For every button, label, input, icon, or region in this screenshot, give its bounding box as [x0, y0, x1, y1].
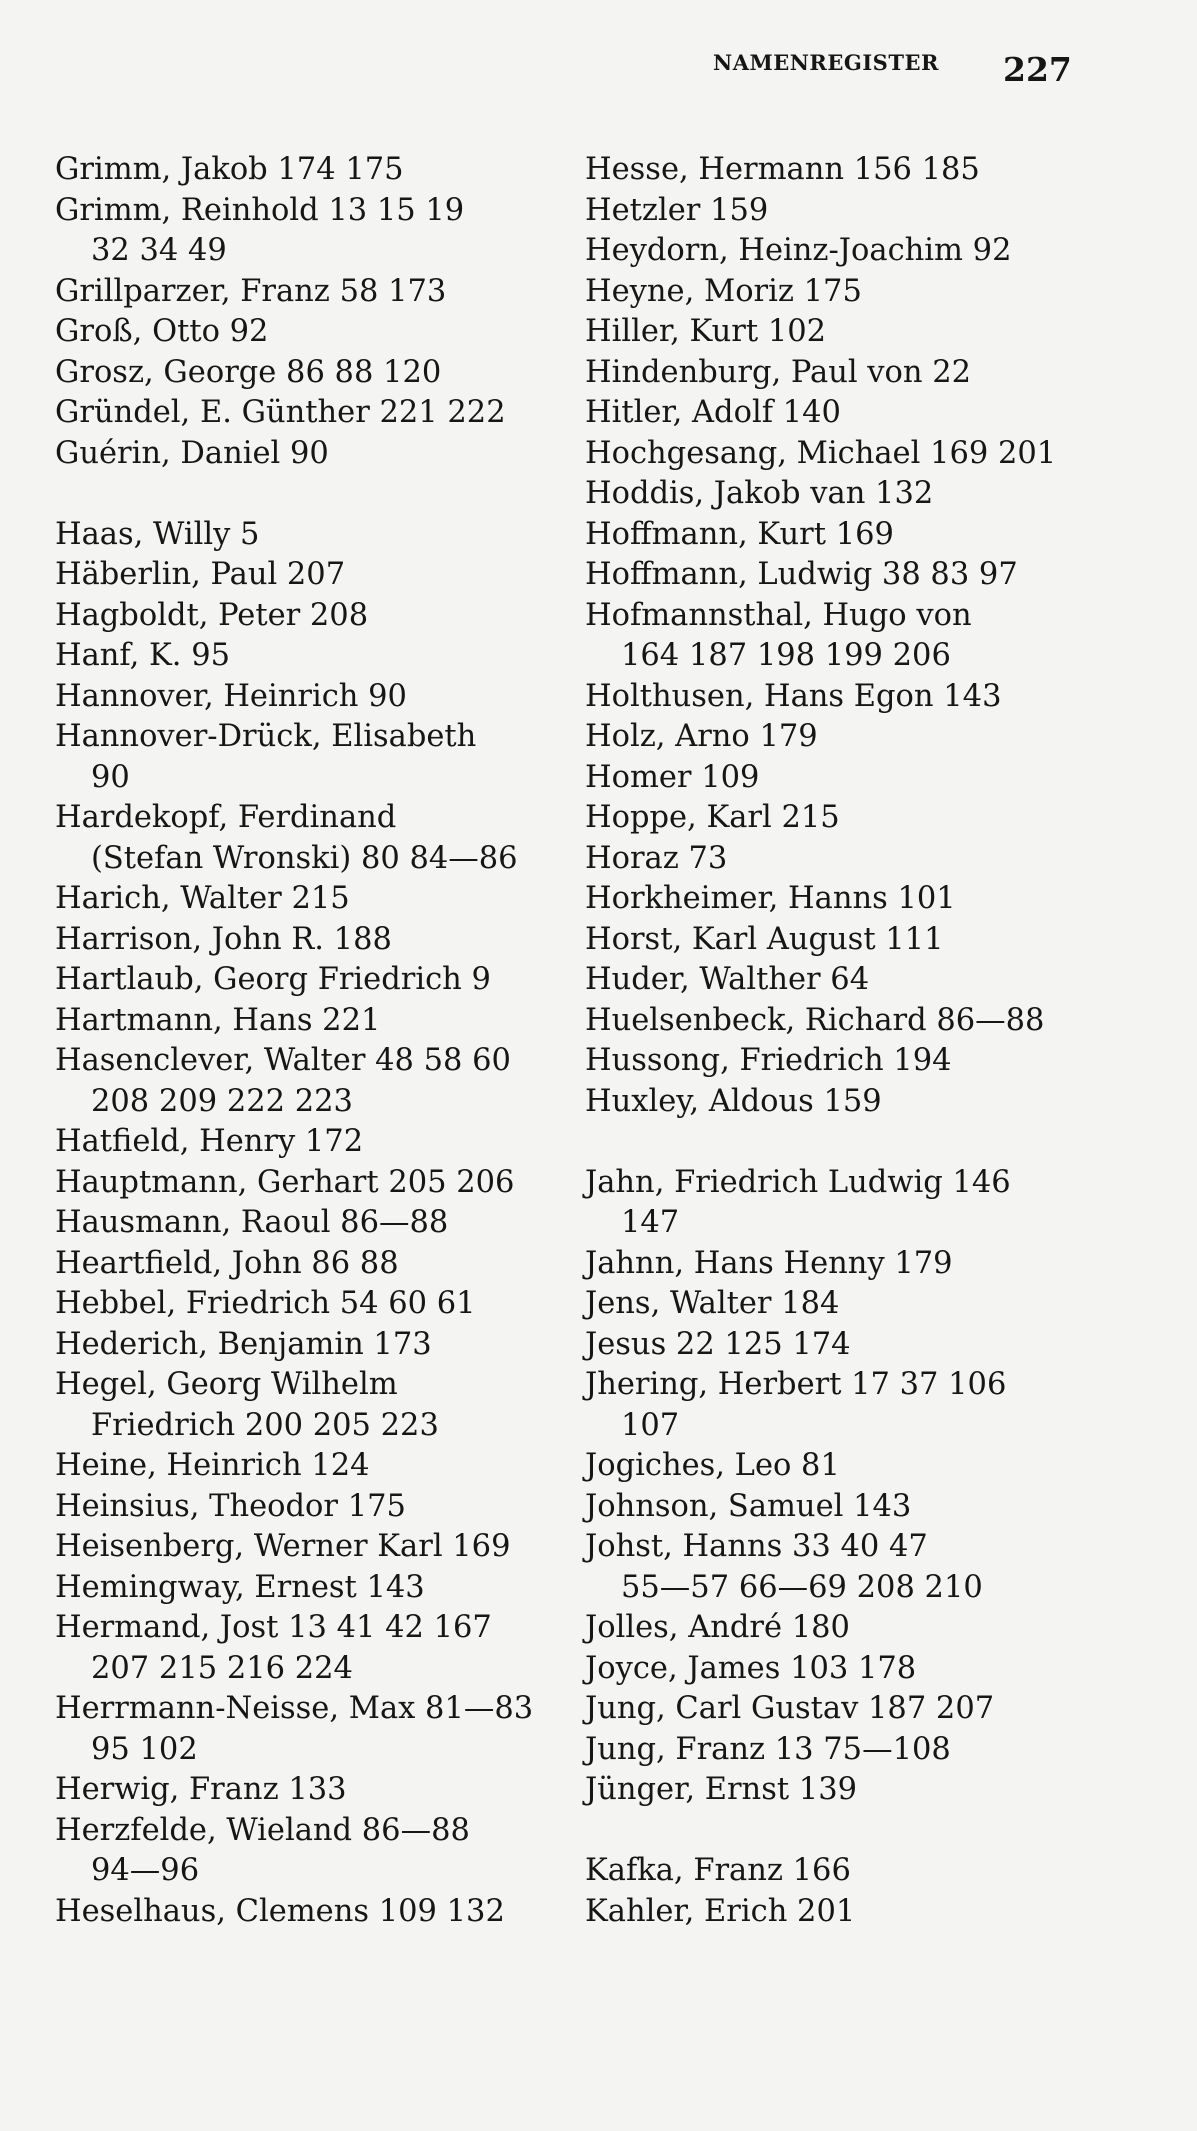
index-entry: [585, 798, 1095, 839]
index-entry: [585, 555, 1095, 596]
index-entry-line: Hardekopf, Ferdinand: [55, 800, 397, 835]
index-entry: [55, 555, 565, 596]
index-entry-line: Hochgesang, Michael 169 201: [585, 435, 1057, 471]
index-entry-line: Hesse, Hermann 156 185: [585, 152, 980, 187]
running-head: NAMENREGISTER: [713, 50, 939, 75]
index-entry: [55, 920, 565, 961]
index-entry-line: Heyne, Moriz 175: [585, 273, 862, 309]
index-entry: [585, 879, 1095, 920]
index-entry: [585, 434, 1095, 475]
index-entry: [585, 596, 1095, 677]
index-entry-line: Guérin, Daniel 90: [55, 435, 329, 471]
index-entry: [585, 1851, 1095, 1892]
index-entry: [55, 636, 565, 677]
index-entry: [55, 1244, 565, 1285]
index-entry-line: Hoffmann, Ludwig 38 83 97: [585, 557, 1018, 592]
index-entry: [55, 1689, 565, 1770]
index-entry: [585, 839, 1095, 880]
index-entry-line: Kafka, Franz 166: [585, 1853, 851, 1888]
index-entry-line: Heisenberg, Werner Karl 169: [55, 1529, 511, 1564]
index-entry: [585, 312, 1095, 353]
index-entry-line: Grimm, Jakob 174 175: [55, 152, 404, 187]
index-entry: [55, 1001, 565, 1042]
index-entry-line: Hartlaub, Georg Friedrich 9: [55, 962, 491, 997]
index-entry-line: Hagboldt, Peter 208: [55, 597, 369, 633]
index-entry-continuation: 90: [91, 759, 130, 795]
index-entry-line: Kahler, Erich 201: [585, 1893, 856, 1929]
index-entry-line: Hederich, Benjamin 173: [55, 1326, 432, 1362]
index-entry: [55, 1770, 565, 1811]
section-gap: [55, 474, 565, 515]
index-entry: [585, 393, 1095, 434]
index-entry: [585, 272, 1095, 313]
index-entry-line: Heine, Heinrich 124: [55, 1448, 370, 1483]
index-entry-line: Hasenclever, Walter 48 58 60: [55, 1043, 511, 1078]
index-entry: [55, 272, 565, 313]
index-entry: [55, 1041, 565, 1122]
index-entry-line: Huder, Walther 64: [585, 962, 870, 997]
index-entry: [585, 1082, 1095, 1123]
index-entry-line: Jens, Walter 184: [585, 1286, 840, 1321]
index-entry-line: Hanf, K. 95: [55, 638, 231, 673]
index-entry-continuation: 164 187 198 199 206: [621, 638, 951, 673]
index-entry: [55, 1527, 565, 1568]
index-entry-line: Jolles, André 180: [585, 1610, 850, 1645]
index-entry-line: Joyce, James 103 178: [585, 1650, 917, 1686]
index-entry-line: Holz, Arno 179: [585, 719, 818, 754]
index-entry: [55, 879, 565, 920]
index-entry: [55, 191, 565, 272]
index-entry: [585, 677, 1095, 718]
index-entry-continuation: 95 102: [91, 1731, 198, 1767]
index-entry: [55, 677, 565, 718]
index-entry-line: Hofmannsthal, Hugo von: [585, 597, 972, 633]
index-entry: [585, 474, 1095, 515]
index-entry: [55, 1892, 565, 1933]
index-entry-line: Hoffmann, Kurt 169: [585, 516, 894, 552]
index-entry: [585, 1527, 1095, 1608]
index-entry: [585, 1001, 1095, 1042]
index-entry-line: Haas, Willy 5: [55, 516, 260, 552]
index-entry-line: Jahnn, Hans Henny 179: [585, 1245, 953, 1281]
index-entry-line: Herzfelde, Wieland 86—88: [55, 1812, 470, 1848]
index-entry: [55, 798, 565, 879]
index-entry: [585, 920, 1095, 961]
index-entry: [55, 515, 565, 556]
index-entry-line: Hausmann, Raoul 86—88: [55, 1205, 449, 1240]
index-entry-line: Hitler, Adolf 140: [585, 395, 841, 430]
index-entry-line: Jung, Franz 13 75—108: [585, 1731, 951, 1767]
index-column-right: [585, 150, 1095, 1932]
page-number: 227: [1003, 50, 1072, 89]
index-entry: [585, 1446, 1095, 1487]
index-entry-line: Hindenburg, Paul von 22: [585, 354, 972, 390]
index-entry-line: Herrmann-Neisse, Max 81—83: [55, 1691, 534, 1726]
index-entry: [55, 1811, 565, 1892]
index-entry-line: Homer 109: [585, 759, 760, 795]
index-entry-line: Herwig, Franz 133: [55, 1772, 347, 1807]
index-entry-line: Gründel, E. Günther 221 222: [55, 395, 506, 430]
index-entry-continuation: 207 215 216 224: [91, 1650, 353, 1686]
index-entry-line: Jogiches, Leo 81: [585, 1448, 840, 1483]
index-entry: [585, 1365, 1095, 1446]
index-entry-line: Horaz 73: [585, 840, 728, 876]
index-entry: [55, 434, 565, 475]
index-entry-line: Jesus 22 125 174: [585, 1326, 851, 1362]
index-entry: [55, 393, 565, 434]
index-entry: [585, 1608, 1095, 1649]
index-entry: [585, 1649, 1095, 1690]
index-entry: [55, 1203, 565, 1244]
index-entry-continuation: Friedrich 200 205 223: [91, 1407, 439, 1443]
index-entry-line: Jung, Carl Gustav 187 207: [585, 1691, 995, 1726]
index-entry: [585, 717, 1095, 758]
index-entry-line: Hebbel, Friedrich 54 60 61: [55, 1286, 476, 1321]
index-entry-continuation: (Stefan Wronski) 80 84—86: [91, 840, 518, 876]
index-entry: [55, 1163, 565, 1204]
index-entry: [585, 353, 1095, 394]
index-entry: [55, 150, 565, 191]
index-entry-continuation: 107: [621, 1407, 680, 1443]
index-entry-continuation: 32 34 49: [91, 233, 227, 268]
index-entry-line: Hiller, Kurt 102: [585, 314, 827, 349]
index-entry-line: Hartmann, Hans 221: [55, 1002, 381, 1038]
index-entry: [585, 1892, 1095, 1933]
index-entry-line: Heartfield, John 86 88: [55, 1245, 399, 1281]
index-entry: [55, 1487, 565, 1528]
index-entry-line: Hannover-Drück, Elisabeth: [55, 719, 477, 754]
index-column-left: [55, 150, 565, 1932]
index-entry-line: Hauptmann, Gerhart 205 206: [55, 1164, 515, 1200]
index-entry: [55, 1608, 565, 1689]
index-entry: [55, 312, 565, 353]
index-entry-line: Grillparzer, Franz 58 173: [55, 273, 447, 309]
index-entry-line: Hussong, Friedrich 194: [585, 1043, 952, 1078]
index-entry: [55, 1568, 565, 1609]
index-entry-line: Heselhaus, Clemens 109 132: [55, 1893, 505, 1929]
index-entry: [585, 1689, 1095, 1730]
index-entry-line: Hatfield, Henry 172: [55, 1124, 364, 1159]
index-entry: [55, 1284, 565, 1325]
index-entry: [585, 231, 1095, 272]
index-entry: [585, 1770, 1095, 1811]
index-entry-line: Grosz, George 86 88 120: [55, 354, 442, 390]
index-entry-line: Horkheimer, Hanns 101: [585, 881, 956, 916]
index-entry: [585, 1244, 1095, 1285]
index-entry: [585, 515, 1095, 556]
index-entry: [585, 150, 1095, 191]
index-entry-line: Horst, Karl August 111: [585, 921, 944, 957]
index-entry-line: Hoddis, Jakob van 132: [585, 476, 934, 511]
index-entry-line: Hannover, Heinrich 90: [55, 678, 407, 714]
index-entry-continuation: 55—57 66—69 208 210: [621, 1569, 983, 1605]
index-entry: [55, 1446, 565, 1487]
index-entry-line: Hetzler 159: [585, 192, 769, 228]
index-entry: [585, 1325, 1095, 1366]
index-entry: [585, 1041, 1095, 1082]
index-entry: [585, 191, 1095, 232]
section-gap: [585, 1122, 1095, 1163]
index-entry-continuation: 208 209 222 223: [91, 1083, 353, 1119]
index-entry-line: Harich, Walter 215: [55, 881, 350, 916]
index-entry: [585, 1284, 1095, 1325]
index-entry-line: Hegel, Georg Wilhelm: [55, 1367, 398, 1402]
section-gap: [585, 1811, 1095, 1852]
index-entry: [55, 1325, 565, 1366]
index-entry-continuation: 147: [621, 1205, 680, 1240]
index-entry-line: Huelsenbeck, Richard 86—88: [585, 1002, 1045, 1038]
index-entry-line: Grimm, Reinhold 13 15 19: [55, 192, 465, 228]
index-entry-line: Huxley, Aldous 159: [585, 1083, 882, 1119]
index-entry-line: Heydorn, Heinz-Joachim 92: [585, 233, 1012, 268]
index-entry: [55, 1365, 565, 1446]
index-entry-line: Hoppe, Karl 215: [585, 800, 840, 835]
index-entry-line: Groß, Otto 92: [55, 314, 269, 349]
index-entry: [585, 1487, 1095, 1528]
index-entry-line: Johst, Hanns 33 40 47: [585, 1529, 928, 1564]
index-entry-line: Hermand, Jost 13 41 42 167: [55, 1610, 492, 1645]
index-entry-line: Holthusen, Hans Egon 143: [585, 678, 1002, 714]
index-entry: [55, 960, 565, 1001]
index-entry: [585, 1163, 1095, 1244]
index-entry-line: Jhering, Herbert 17 37 106: [585, 1367, 1007, 1402]
index-entry-line: Hemingway, Ernest 143: [55, 1569, 425, 1605]
index-entry: [55, 717, 565, 798]
index-entry: [585, 758, 1095, 799]
index-entry-line: Heinsius, Theodor 175: [55, 1488, 406, 1524]
index-entry: [585, 960, 1095, 1001]
index-entry: [55, 353, 565, 394]
index-entry-line: Jahn, Friedrich Ludwig 146: [585, 1164, 1011, 1200]
index-entry-line: Harrison, John R. 188: [55, 921, 392, 957]
index-entry-line: Jünger, Ernst 139: [585, 1772, 858, 1807]
index-entry: [585, 1730, 1095, 1771]
index-entry: [55, 1122, 565, 1163]
index-entry-line: Häberlin, Paul 207: [55, 557, 346, 592]
index-entry: [55, 596, 565, 637]
index-entry-continuation: 94—96: [91, 1853, 200, 1888]
index-entry-line: Johnson, Samuel 143: [585, 1488, 912, 1524]
